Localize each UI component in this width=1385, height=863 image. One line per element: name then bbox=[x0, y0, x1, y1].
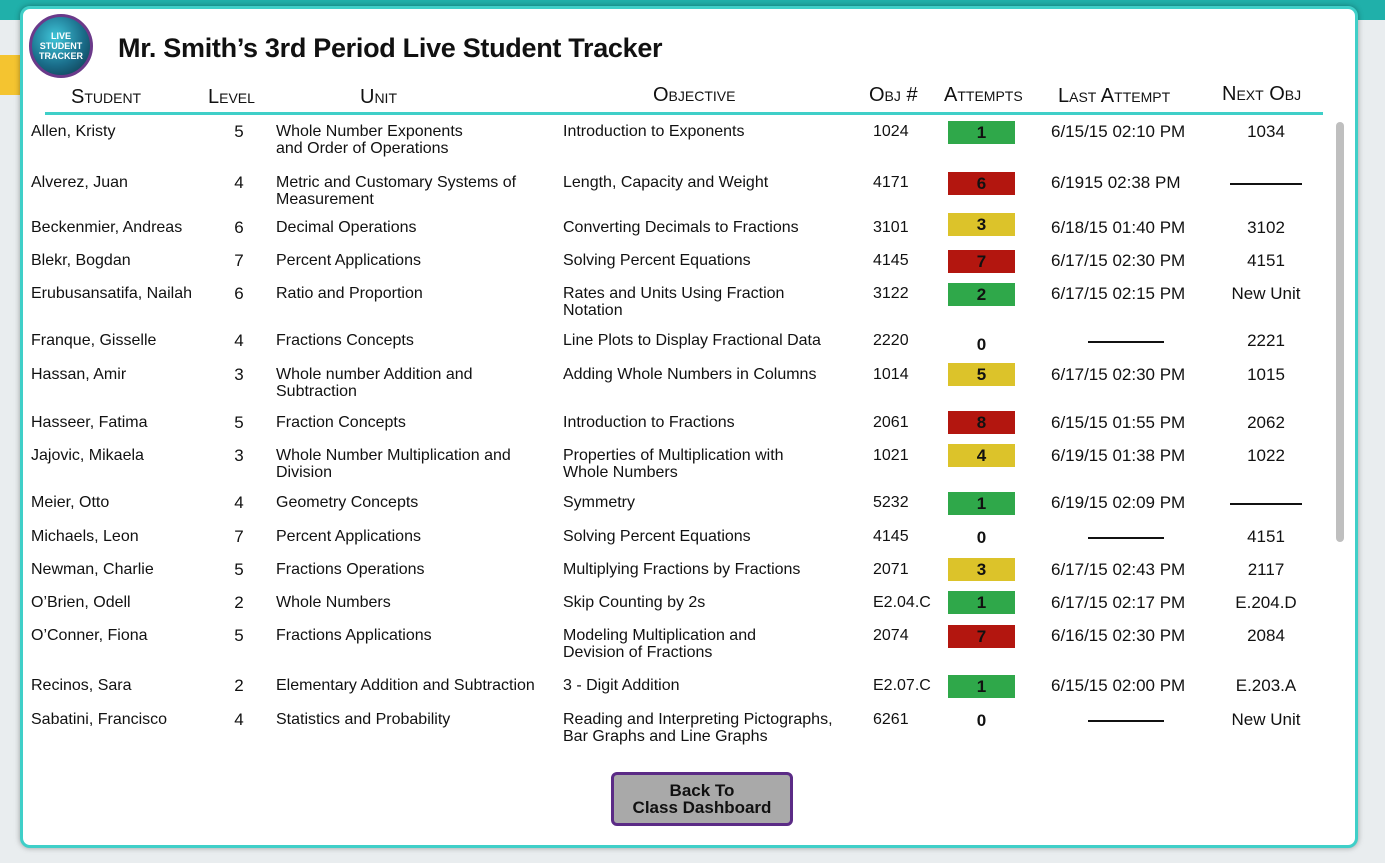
objective-line: Converting Decimals to Fractions bbox=[563, 219, 799, 236]
unit-line: Elementary Addition and Subtraction bbox=[276, 677, 535, 694]
last-attempt-empty-dash bbox=[1088, 341, 1164, 343]
last-attempt-time: 6/17/15 02:17 PM bbox=[1051, 593, 1186, 612]
unit-line: Geometry Concepts bbox=[276, 494, 419, 511]
back-button-label-line-2: Class Dashboard bbox=[632, 798, 772, 817]
objective-line: 3 - Digit Addition bbox=[563, 677, 680, 694]
objective-number: 2220 bbox=[873, 332, 909, 349]
objective-line: Modeling Multiplication and bbox=[563, 627, 756, 644]
objective-number: 6261 bbox=[873, 711, 909, 728]
unit-line: Percent Applications bbox=[276, 252, 421, 269]
attempts-badge: 1 bbox=[948, 492, 1015, 515]
last-attempt-time: 6/17/15 02:43 PM bbox=[1051, 560, 1186, 579]
objective-line: Adding Whole Numbers in Columns bbox=[563, 366, 817, 383]
student-level: 6 bbox=[234, 218, 244, 237]
objective-name bbox=[563, 366, 816, 383]
header-divider bbox=[45, 112, 1323, 115]
objective-line: Bar Graphs and Line Graphs bbox=[563, 728, 768, 745]
next-objective: 1015 bbox=[1247, 365, 1285, 384]
objective-number: 2074 bbox=[873, 627, 909, 644]
next-objective-empty-dash bbox=[1230, 503, 1302, 505]
objective-number: 1024 bbox=[873, 123, 909, 140]
attempts-badge: 3 bbox=[948, 213, 1015, 236]
next-objective-empty-dash bbox=[1230, 183, 1302, 185]
objective-line: Reading and Interpreting Pictographs, bbox=[563, 711, 833, 728]
objective-number: 2071 bbox=[873, 561, 909, 578]
unit-line: Whole Number Multiplication and bbox=[276, 447, 511, 464]
objective-number: 2061 bbox=[873, 414, 909, 431]
unit-name bbox=[276, 677, 535, 694]
objective-number: 3122 bbox=[873, 285, 909, 302]
objective-name bbox=[563, 414, 735, 431]
last-attempt-time: 6/15/15 01:55 PM bbox=[1051, 413, 1186, 432]
column-header-unit: Unit bbox=[360, 86, 397, 108]
student-name: Jajovic, Mikaela bbox=[31, 447, 144, 464]
objective-number: 4145 bbox=[873, 252, 909, 269]
student-name: Franque, Gisselle bbox=[31, 332, 157, 349]
objective-line: Notation bbox=[563, 302, 623, 319]
unit-line: Division bbox=[276, 464, 333, 481]
objective-name bbox=[563, 528, 751, 545]
column-header-objective: Objective bbox=[653, 84, 736, 106]
objective-line: Line Plots to Display Fractional Data bbox=[563, 332, 821, 349]
objective-number: 1021 bbox=[873, 447, 909, 464]
unit-name bbox=[276, 332, 414, 349]
objective-name bbox=[563, 627, 756, 661]
unit-line: Fractions Applications bbox=[276, 627, 432, 644]
student-level: 7 bbox=[234, 527, 244, 546]
attempts-badge: 3 bbox=[948, 558, 1015, 581]
student-level: 3 bbox=[234, 365, 244, 384]
last-attempt-time: 6/18/15 01:40 PM bbox=[1051, 218, 1186, 237]
last-attempt-time: 6/19/15 01:38 PM bbox=[1051, 446, 1186, 465]
student-level: 4 bbox=[234, 710, 244, 729]
student-name: Erubusansatifa, Nailah bbox=[31, 285, 192, 302]
objective-line: Solving Percent Equations bbox=[563, 252, 751, 269]
student-level: 3 bbox=[234, 446, 244, 465]
objective-number: E2.04.C bbox=[873, 594, 931, 611]
next-objective: E.204.D bbox=[1235, 593, 1297, 612]
unit-name bbox=[276, 285, 423, 302]
attempts-badge: 0 bbox=[976, 528, 987, 547]
unit-line: Whole number Addition and bbox=[276, 366, 473, 383]
objective-name bbox=[563, 332, 821, 349]
next-objective: 2117 bbox=[1247, 560, 1285, 579]
attempts-badge: 1 bbox=[948, 591, 1015, 614]
unit-name bbox=[276, 123, 463, 157]
objective-name bbox=[563, 494, 635, 511]
objective-line: Length, Capacity and Weight bbox=[563, 174, 769, 191]
objective-line: Multiplying Fractions by Fractions bbox=[563, 561, 801, 578]
student-level: 2 bbox=[234, 593, 244, 612]
student-level: 4 bbox=[234, 493, 244, 512]
objective-name bbox=[563, 561, 800, 578]
objective-line: Symmetry bbox=[563, 494, 635, 511]
next-objective: 2221 bbox=[1247, 331, 1285, 350]
student-name: Sabatini, Francisco bbox=[31, 711, 168, 728]
student-level: 5 bbox=[234, 626, 244, 645]
column-header-obj-num: Obj # bbox=[869, 84, 918, 106]
student-name: O’Brien, Odell bbox=[31, 594, 131, 611]
student-name: Hasseer, Fatima bbox=[31, 414, 148, 431]
objective-number: E2.07.C bbox=[873, 677, 931, 694]
attempts-badge: 7 bbox=[948, 625, 1015, 648]
unit-line: Measurement bbox=[276, 191, 374, 208]
student-level: 7 bbox=[234, 251, 244, 270]
next-objective: 2062 bbox=[1247, 413, 1285, 432]
back-button-label-line-1: Back To bbox=[669, 781, 735, 800]
student-level: 5 bbox=[234, 122, 244, 141]
objective-name bbox=[563, 711, 833, 745]
unit-line: Ratio and Proportion bbox=[276, 285, 423, 302]
student-level: 6 bbox=[234, 284, 244, 303]
unit-line: Fractions Concepts bbox=[276, 332, 414, 349]
student-table-body[interactable] bbox=[23, 117, 1333, 745]
objective-line: Introduction to Exponents bbox=[563, 123, 745, 140]
unit-line: Percent Applications bbox=[276, 528, 421, 545]
next-objective: 4151 bbox=[1247, 527, 1285, 546]
objective-line: Skip Counting by 2s bbox=[563, 594, 706, 611]
objective-number: 4171 bbox=[873, 174, 909, 191]
last-attempt-time: 6/1915 02:38 PM bbox=[1051, 173, 1181, 192]
objective-line: Introduction to Fractions bbox=[563, 414, 735, 431]
attempts-badge: 2 bbox=[948, 283, 1015, 306]
student-level: 2 bbox=[234, 676, 244, 695]
column-header-last-attempt: Last Attempt bbox=[1058, 85, 1171, 107]
objective-name bbox=[563, 174, 768, 191]
last-attempt-empty-dash bbox=[1088, 537, 1164, 539]
last-attempt-time: 6/17/15 02:30 PM bbox=[1051, 251, 1186, 270]
unit-name bbox=[276, 711, 450, 728]
student-name: Blekr, Bogdan bbox=[31, 252, 131, 269]
student-level: 5 bbox=[234, 413, 244, 432]
unit-line: Metric and Customary Systems of bbox=[276, 174, 517, 191]
last-attempt-time: 6/15/15 02:00 PM bbox=[1051, 676, 1186, 695]
student-name: Meier, Otto bbox=[31, 494, 110, 511]
student-name: Allen, Kristy bbox=[31, 123, 116, 140]
objective-name bbox=[563, 252, 751, 269]
objective-line: Solving Percent Equations bbox=[563, 528, 751, 545]
objective-name bbox=[563, 594, 705, 611]
unit-line: Whole Number Exponents bbox=[276, 123, 463, 140]
attempts-badge: 1 bbox=[948, 121, 1015, 144]
objective-number: 1014 bbox=[873, 366, 909, 383]
unit-name bbox=[276, 447, 511, 481]
student-level: 4 bbox=[234, 331, 244, 350]
unit-name bbox=[276, 252, 421, 269]
student-name: Alverez, Juan bbox=[31, 174, 128, 191]
unit-line: Decimal Operations bbox=[276, 219, 417, 236]
last-attempt-time: 6/17/15 02:15 PM bbox=[1051, 284, 1186, 303]
objective-number: 4145 bbox=[873, 528, 909, 545]
logo-line-2: STUDENT bbox=[39, 41, 83, 51]
next-objective: 1022 bbox=[1247, 446, 1285, 465]
objective-name bbox=[563, 123, 744, 140]
unit-name bbox=[276, 561, 425, 578]
student-name: Hassan, Amir bbox=[31, 366, 127, 383]
tracker-panel bbox=[20, 6, 1358, 848]
unit-line: Fraction Concepts bbox=[276, 414, 406, 431]
column-header-student: Student bbox=[71, 86, 142, 108]
objective-line: Rates and Units Using Fraction bbox=[563, 285, 785, 302]
attempts-badge: 0 bbox=[976, 335, 987, 354]
logo-line-1: LIVE bbox=[50, 31, 71, 41]
objective-line: Properties of Multiplication with bbox=[563, 447, 784, 464]
objective-name bbox=[563, 677, 680, 694]
column-header-next-obj: Next Obj bbox=[1222, 83, 1302, 105]
objective-name bbox=[563, 285, 784, 319]
student-level: 5 bbox=[234, 560, 244, 579]
unit-name bbox=[276, 174, 516, 208]
next-objective: New Unit bbox=[1231, 710, 1301, 729]
attempts-badge: 1 bbox=[948, 675, 1015, 698]
logo-line-3: TRACKER bbox=[39, 51, 83, 61]
next-objective: 2084 bbox=[1247, 626, 1285, 645]
unit-name bbox=[276, 414, 406, 431]
unit-name bbox=[276, 627, 432, 644]
scrollbar-thumb[interactable] bbox=[1336, 122, 1344, 542]
next-objective: 1034 bbox=[1247, 122, 1285, 141]
last-attempt-time: 6/19/15 02:09 PM bbox=[1051, 493, 1186, 512]
objective-number: 3101 bbox=[873, 219, 909, 236]
last-attempt-empty-dash bbox=[1088, 720, 1164, 722]
attempts-badge: 7 bbox=[948, 250, 1015, 273]
unit-name bbox=[276, 219, 417, 236]
student-level: 4 bbox=[234, 173, 244, 192]
objective-number: 5232 bbox=[873, 494, 909, 511]
student-name: Recinos, Sara bbox=[31, 677, 132, 694]
objective-name bbox=[563, 447, 784, 481]
attempts-badge: 8 bbox=[948, 411, 1015, 434]
unit-name bbox=[276, 594, 391, 611]
student-name: Newman, Charlie bbox=[31, 561, 154, 578]
next-objective: 4151 bbox=[1247, 251, 1285, 270]
unit-line: and Order of Operations bbox=[276, 140, 449, 157]
unit-name bbox=[276, 366, 473, 400]
unit-line: Statistics and Probability bbox=[276, 711, 451, 728]
objective-line: Devision of Fractions bbox=[563, 644, 713, 661]
page-title: Mr. Smith’s 3rd Period Live Student Tracker bbox=[118, 33, 663, 63]
student-name: Michaels, Leon bbox=[31, 528, 139, 545]
attempts-badge: 6 bbox=[948, 172, 1015, 195]
next-objective: E.203.A bbox=[1235, 676, 1297, 695]
student-name: O’Conner, Fiona bbox=[31, 627, 148, 644]
attempts-badge: 0 bbox=[976, 711, 987, 730]
unit-line: Whole Numbers bbox=[276, 594, 391, 611]
last-attempt-time: 6/17/15 02:30 PM bbox=[1051, 365, 1186, 384]
last-attempt-time: 6/16/15 02:30 PM bbox=[1051, 626, 1186, 645]
next-objective: New Unit bbox=[1231, 284, 1301, 303]
attempts-badge: 5 bbox=[948, 363, 1015, 386]
column-header-attempts: Attempts bbox=[944, 84, 1023, 106]
column-header-level: Level bbox=[208, 86, 255, 108]
unit-line: Subtraction bbox=[276, 383, 357, 400]
student-name: Beckenmier, Andreas bbox=[31, 219, 183, 236]
unit-line: Fractions Operations bbox=[276, 561, 425, 578]
next-objective: 3102 bbox=[1247, 218, 1285, 237]
objective-name bbox=[563, 219, 799, 236]
objective-line: Whole Numbers bbox=[563, 464, 678, 481]
back-to-class-dashboard-button[interactable] bbox=[611, 772, 793, 826]
unit-name bbox=[276, 494, 418, 511]
last-attempt-time: 6/15/15 02:10 PM bbox=[1051, 122, 1186, 141]
live-student-tracker-logo bbox=[29, 14, 93, 78]
attempts-badge: 4 bbox=[948, 444, 1015, 467]
unit-name bbox=[276, 528, 421, 545]
